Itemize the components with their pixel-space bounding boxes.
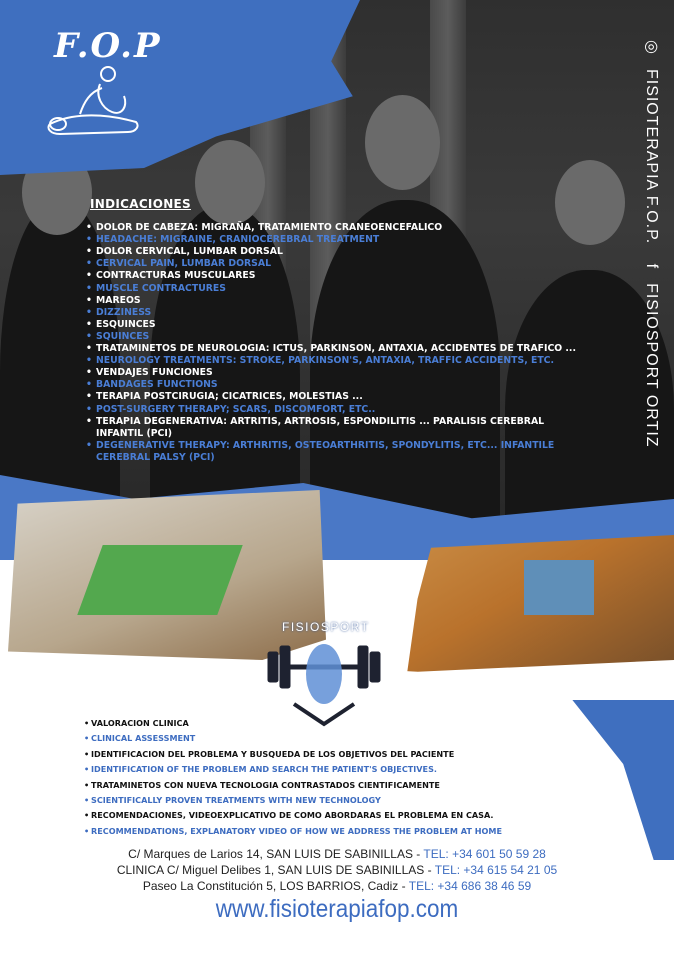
fop-logo [40, 26, 170, 146]
barbell-icon [254, 612, 394, 732]
indication-item: • VENDAJES FUNCIONES [86, 367, 576, 379]
social-handles [642, 40, 662, 462]
indication-item: • DOLOR DE CABEZA: MIGRAÑA, TRATAMIENTO CRANEOENCEFALICO [86, 222, 576, 234]
indication-item-en: • POST-SURGERY THERAPY; SCARS, DISCOMFORT, ETC.. [86, 404, 576, 416]
massage-figure-icon [40, 26, 170, 146]
instagram-icon: ◎ [643, 40, 660, 55]
fisiosport-logo [254, 612, 394, 732]
indication-item: • TERAPIA POSTCIRUGIA; CICATRICES, MOLESTIAS ... [86, 391, 576, 403]
phone-number[interactable]: TEL: +34 601 50 59 28 [423, 847, 546, 861]
logo-text: F.O.P [54, 26, 162, 66]
address-line [0, 878, 674, 894]
indications-title: INDICACIONES [90, 197, 191, 211]
service-item: • RECOMENDACIONES, VIDEOEXPLICATIVO DE COMO ABORDARAS EL PROBLEMA EN CASA. [84, 808, 564, 823]
indication-item-en: • MUSCLE CONTRACTURES [86, 283, 576, 295]
indication-item-en: • BANDAGES FUNCTIONS [86, 379, 576, 391]
address-line [0, 846, 674, 862]
indication-item-en: • CERVICAL PAIN, LUMBAR DORSAL [86, 258, 576, 270]
service-item-en: • CLINICAL ASSESSMENT [84, 731, 564, 746]
exercise-mat [77, 545, 242, 615]
services-list [84, 716, 564, 839]
services-section [84, 716, 564, 839]
indication-item-en: • SQUINCES [86, 331, 576, 343]
service-item-en: • RECOMMENDATIONS, EXPLANATORY VIDEO OF HOW WE ADDRESS THE PROBLEM AT HOME [84, 824, 564, 839]
address-line [0, 862, 674, 878]
indications-section [86, 198, 576, 464]
service-item-en: • SCIENTIFICALLY PROVEN TREATMENTS WITH NEW TECHNOLOGY [84, 793, 564, 808]
indication-item-en: • DEGENERATIVE THERAPY: ARTHRITIS, OSTEOARTHRITIS, SPONDYLITIS, ETC... INFANTILE CEREBRAL PALSY (PCI) [86, 440, 576, 464]
indication-item: • MAREOS [86, 295, 576, 307]
indication-item: • TRATAMINETOS DE NEUROLOGIA: ICTUS, PARKINSON, ANTAXIA, ACCIDENTES DE TRAFICO ... [86, 343, 576, 355]
indication-item: • DOLOR CERVICAL, LUMBAR DORSAL [86, 246, 576, 258]
phone-number[interactable]: TEL: +34 615 54 21 05 [434, 863, 558, 877]
service-item-en: • IDENTIFICATION OF THE PROBLEM AND SEARCH THE PATIENT'S OBJECTIVES. [84, 762, 564, 777]
indication-item-en: • NEUROLOGY TREATMENTS: STROKE, PARKINSON'S, ANTAXIA, TRAFFIC ACCIDENTS, ETC. [86, 355, 576, 367]
service-item: • IDENTIFICACION DEL PROBLEMA Y BUSQUEDA DE LOS OBJETIVOS DEL PACIENTE [84, 747, 564, 762]
address-text: Paseo La Constitución 5, LOS BARRIOS, Cadiz - [142, 879, 409, 893]
indication-item: • CONTRACTURAS MUSCULARES [86, 270, 576, 282]
service-item: • VALORACION CLINICA [84, 716, 564, 731]
address-text: CLINICA C/ Miguel Delibes 1, SAN LUIS DE SABINILLAS - [116, 863, 435, 877]
indication-item: • ESQUINCES [86, 319, 576, 331]
clinic-window [524, 560, 594, 615]
indication-item: • TERAPIA DEGENERATIVA: ARTRITIS, ARTROSIS, ESPONDILITIS ... PARALISIS CEREBRAL INFANTIL (PCI) [86, 416, 576, 440]
team-member-head [365, 95, 440, 190]
address-text: C/ Marques de Larios 14, SAN LUIS DE SABINILLAS - [128, 847, 424, 861]
indication-item-en: • HEADACHE: MIGRAINE, CRANIOCEREBRAL TREATMENT [86, 234, 576, 246]
indication-item-en: • DIZZINESS [86, 307, 576, 319]
facebook-icon: f [643, 263, 660, 270]
website-link[interactable]: www.fisioterapiafop.com [215, 895, 459, 923]
phone-number[interactable]: TEL: +34 686 38 46 59 [408, 879, 532, 893]
addresses-block [0, 846, 674, 894]
fisiosport-label: FISIOSPORT [282, 620, 370, 634]
service-item: • TRATAMINETOS CON NUEVA TECNOLOGIA CONTRASTADOS CIENTIFICAMENTE [84, 778, 564, 793]
indications-list [86, 222, 576, 464]
instagram-handle: FISIOTERAPIA F.O.P. [643, 68, 660, 245]
facebook-handle: FISIOSPORT ORTIZ [643, 283, 660, 448]
